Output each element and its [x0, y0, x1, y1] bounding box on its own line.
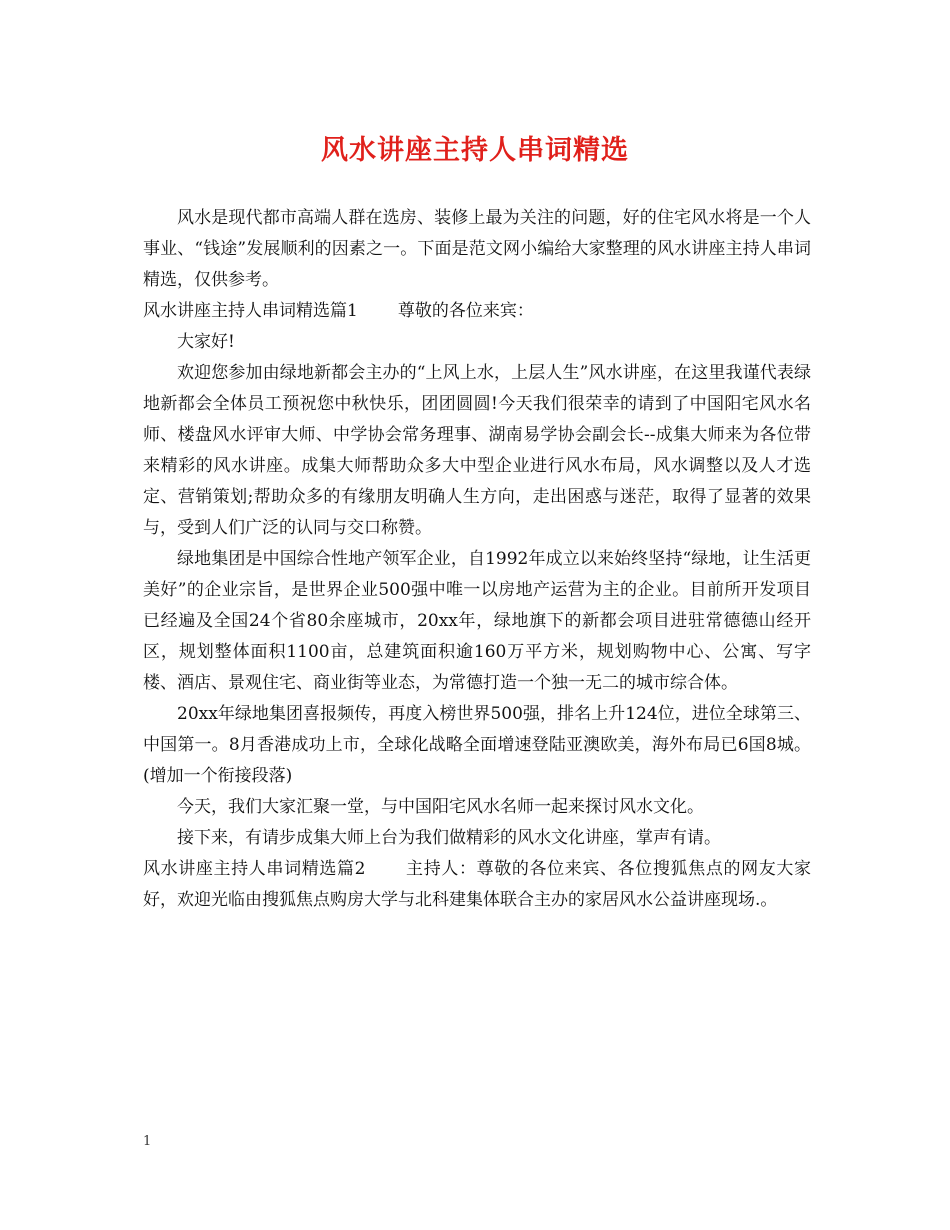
section2-text: 主持人：尊敬的各位来宾、各位搜狐焦点的网友大家好，欢迎光临由搜狐焦点购房大学与北科建集体联合主办的家居风水公益讲座现场.。 [143, 859, 811, 910]
paragraph: 绿地集团是中国综合性地产领军企业，自1992年成立以来始终坚持“绿地，让生活更美好”的企业宗旨，是世界企业500强中唯一以房地产运营为主的企业。目前所开发项目已经遍及全国24个省80余座城市，20xx年，绿地旗下的新都会项目进驻常德德山经开区，规划整体面积1100亩，总建筑面积逾160万平方米，规划购物中心、公寓、写字楼、酒店、景观住宅、商业街等业态，为常德打造一个独一无二的城市综合体。 [143, 549, 811, 693]
document-body [143, 203, 811, 916]
section2-paragraph [143, 854, 811, 916]
section2-heading: 风水讲座主持人串词精选篇2 [143, 859, 366, 879]
paragraph: 20xx年绿地集团喜报频传，再度入榜世界500强，排名上升124位，进位全球第三、中国第一。8月香港成功上市，全球化战略全面增速登陆亚澳欧美，海外布局已6国8城。(增加一个衔接段落) [143, 704, 811, 786]
greeting: 大家好! [177, 332, 235, 352]
paragraph: 欢迎您参加由绿地新都会主办的“上风上水，上层人生”风水讲座，在这里我谨代表绿地新都会全体员工预祝您中秋快乐，团团圆圆!今天我们很荣幸的请到了中国阳宅风水名师、楼盘风水评审大师、中学协会常务理事、湖南易学协会副会长--成集大师来为各位带来精彩的风水讲座。成集大师帮助众多大中型企业进行风水布局，风水调整以及人才选定、营销策划;帮助众多的有缘朋友明确人生方向，走出困惑与迷茫，取得了显著的效果与，受到人们广泛的认同与交口称赞。 [143, 363, 811, 538]
section1-heading: 风水讲座主持人串词精选篇1 [143, 301, 358, 321]
document-title: 风水讲座主持人串词精选 [321, 135, 629, 166]
section1-line [143, 296, 811, 327]
page-number: 1 [143, 1134, 152, 1149]
section1-opening: 尊敬的各位来宾： [397, 301, 534, 321]
paragraph: 今天，我们大家汇聚一堂，与中国阳宅风水名师一起来探讨风水文化。 [177, 797, 704, 817]
paragraph: 接下来，有请步成集大师上台为我们做精彩的风水文化讲座，掌声有请。 [177, 828, 721, 848]
intro-paragraph: 风水是现代都市高端人群在选房、装修上最为关注的问题，好的住宅风水将是一个人事业、“钱途”发展顺利的因素之一。下面是范文网小编给大家整理的风水讲座主持人串词精选，仅供参考。 [143, 208, 811, 290]
